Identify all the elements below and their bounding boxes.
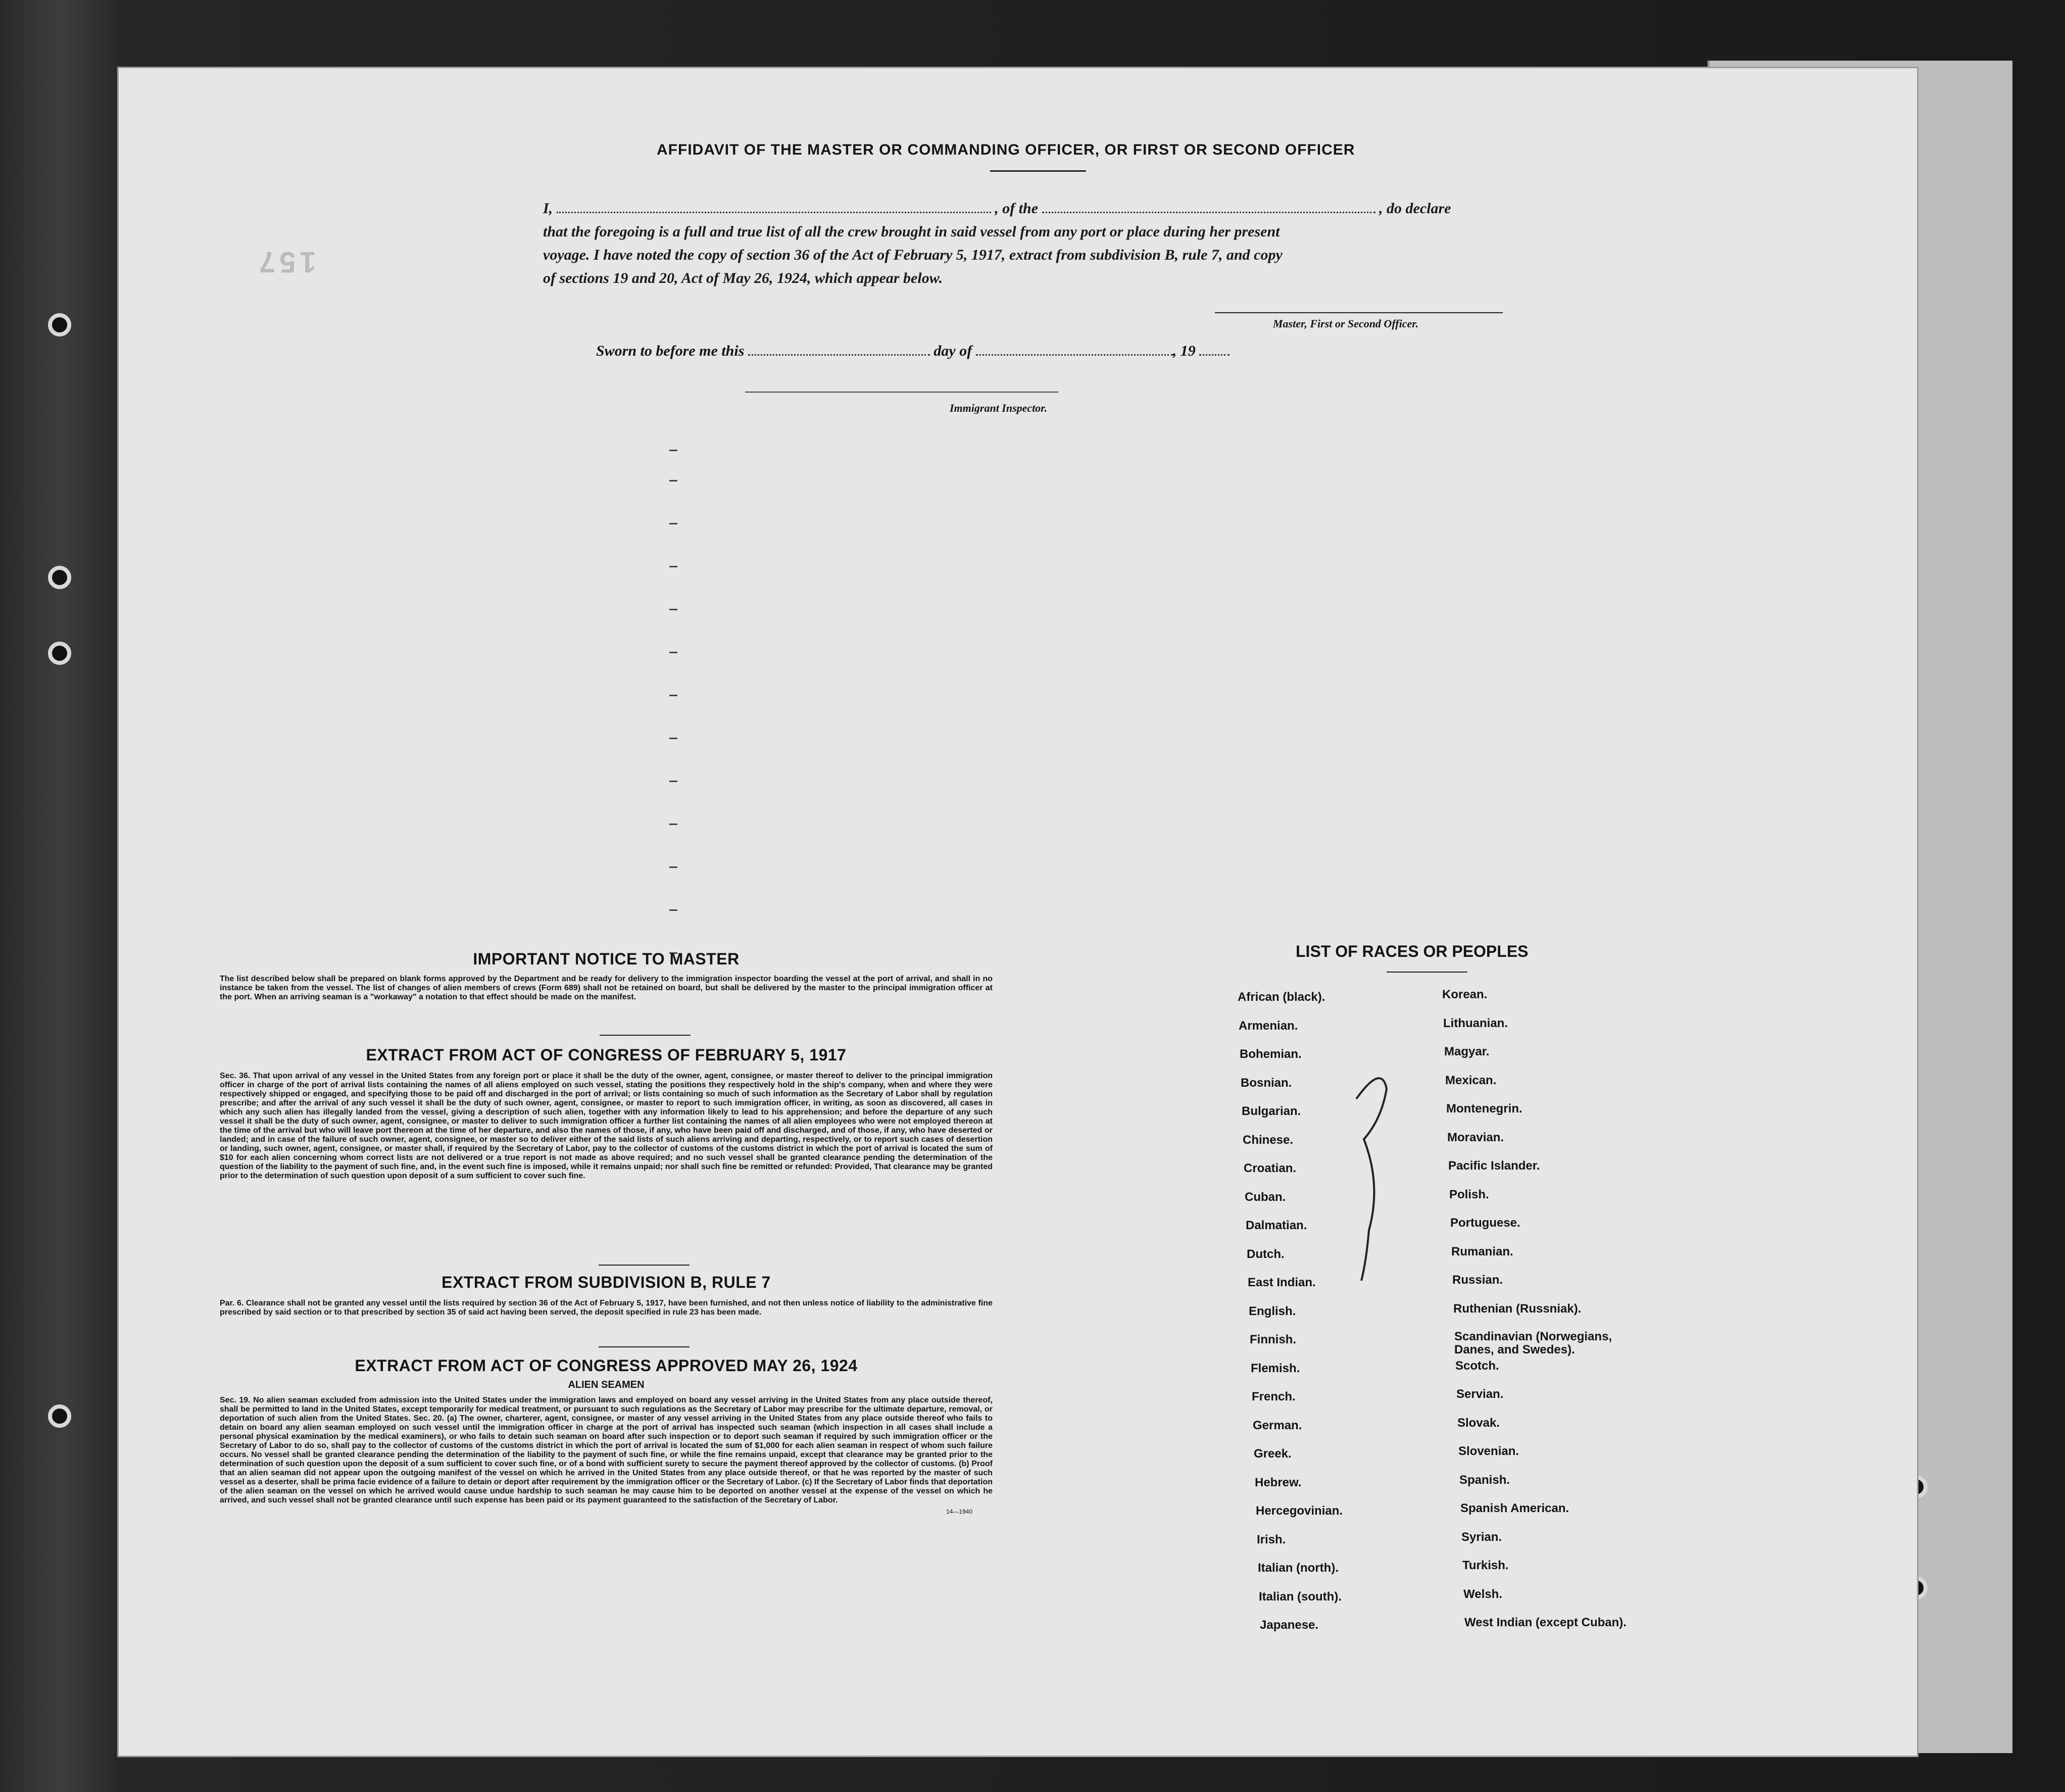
races-title: LIST OF RACES OR PEOPLES [1296, 942, 1529, 960]
race-item: Irish. [1257, 1532, 1286, 1546]
row-dash [669, 652, 677, 653]
row-dash [669, 566, 677, 567]
race-item: Polish. [1449, 1187, 1489, 1201]
race-item: Bulgarian. [1242, 1104, 1301, 1118]
punch-hole [48, 313, 71, 336]
race-item: East Indian. [1248, 1276, 1316, 1289]
race-item: Korean. [1442, 988, 1488, 1001]
important-notice [220, 950, 993, 1002]
race-item: Magyar. [1444, 1045, 1490, 1058]
blank-field [1199, 341, 1230, 356]
row-dash [669, 609, 677, 610]
race-item: Scandinavian (Norwegians, Danes, and Swedes). [1454, 1330, 1612, 1357]
inspector-signature-line [745, 392, 1058, 393]
race-item: English. [1249, 1304, 1296, 1318]
race-item: Flemish. [1251, 1361, 1300, 1375]
section-subtitle: ALIEN SEAMEN [568, 1379, 645, 1390]
race-item: Scotch. [1455, 1359, 1499, 1373]
row-dash [669, 909, 677, 911]
row-dash [669, 781, 677, 782]
text: I, [543, 200, 553, 217]
section-body: Par. 6. Clearance shall not be granted any vessel until the lists required by section 36 of the Act of February 5, 1917, have been furnished, and not then unless notice of liability to the administrative fine prescribed by said section or to that prescribed by section 35 of said act having been served, the deposit specified in rule 23 has been made. [220, 1299, 993, 1317]
race-item: Slovenian. [1458, 1444, 1519, 1458]
extract-1917 [220, 1046, 993, 1181]
blank-field [557, 199, 991, 213]
race-item: Hercegovinian. [1256, 1504, 1343, 1518]
signature-line [1215, 312, 1503, 313]
race-item: Welsh. [1463, 1587, 1502, 1601]
section-body: Sec. 36. That upon arrival of any vessel in the United States from any foreign port or place it shall be the duty of the owner, agent, consignee, or master thereof to deliver to the principal immigration officer in charge of the port of arrival lists containing the names of all aliens employed on such vessel, stating the positions they respectively hold in the ship's company, when and where they were respectively shipped or engaged, and specifying those to be paid off and discharged in the port of arrival; or lists containing so much of such information as the Secretary of Labor shall by regulation prescribe; and after the arrival of any such vessel it shall be the duty of such owner, agent, consignee, or master to report to such immigration officer, in writing, as soon as discovered, all cases in which any such alien has illegally landed from the vessel, giving a description of such alien, together with any information likely to lead to his apprehension; and before the departure of any such vessel it shall be the duty of such owner, agent, consignee, or master to deliver to such immigration officer a further list containing the names of all alien employees who were not employed thereon at the time of the arrival but who will leave port thereon at the time of her departure, and also the names of those, if any, who have been paid off and discharged, and of those, if any, who have deserted or landed; and in case of the failure of such owner, agent, consignee, or master so to deliver either of the said lists of such aliens arriving and departing, respectively, or to report such cases of desertion or landing, such owner, agent, consignee, or master shall, if required by the Secretary of Labor, pay to the collector of customs of the customs district in which the port of arrival is located the sum of $10 for each alien concerning whom correct lists are not delivered or a true report is not made as above required; and no such vessel shall be granted clearance pending the determination of the question of the liability to the payment of such fine, and, in the event such fine is imposed, while it remains unpaid; nor shall such fine be remitted or refunded: Provided, That clearance may be granted prior to the determination of such question upon deposit of a sum sufficient to cover such fine. [220, 1072, 993, 1180]
race-item: Bohemian. [1240, 1047, 1302, 1061]
text: Sworn to before me this [596, 343, 745, 359]
sworn-line [596, 341, 1230, 360]
race-item: Lithuanian. [1443, 1016, 1508, 1030]
form-number: 14—1940 [946, 1508, 972, 1515]
text: , do declare [1379, 200, 1451, 217]
race-item: Italian (north). [1258, 1561, 1339, 1575]
race-item: Montenegrin. [1446, 1102, 1522, 1116]
divider [600, 1035, 691, 1036]
race-item: Russian. [1452, 1273, 1503, 1287]
text: , of the [995, 200, 1039, 217]
text: , 19 [1172, 343, 1196, 359]
race-item: Rumanian. [1451, 1244, 1513, 1258]
manifest-page [119, 68, 1917, 1756]
race-item: Spanish American. [1460, 1502, 1569, 1515]
punch-hole [48, 1404, 71, 1428]
race-item: Spanish. [1459, 1473, 1510, 1487]
row-dash [669, 695, 677, 696]
extract-rule7 [220, 1273, 993, 1317]
blank-field [976, 341, 1173, 356]
race-item: German. [1253, 1418, 1302, 1432]
row-dash [669, 523, 677, 524]
race-item: Cuban. [1245, 1190, 1286, 1204]
race-item: Italian (south). [1259, 1589, 1342, 1604]
race-item: Dutch. [1247, 1247, 1285, 1261]
race-item: Moravian. [1447, 1130, 1504, 1144]
section-title: EXTRACT FROM ACT OF CONGRESS APPROVED MAY 26, 1924 [355, 1357, 858, 1375]
race-item: Greek. [1254, 1447, 1292, 1461]
divider [990, 170, 1086, 172]
blank-field [1042, 199, 1375, 213]
divider [599, 1346, 690, 1347]
race-item: Croatian. [1244, 1161, 1297, 1175]
signature-label: Master, First or Second Officer. [1273, 317, 1419, 330]
race-item: Dalmatian. [1246, 1219, 1307, 1232]
race-item: Finnish. [1250, 1333, 1296, 1346]
section-title: EXTRACT FROM ACT OF CONGRESS OF FEBRUARY 5, 1917 [366, 1046, 847, 1064]
race-item: Slovak. [1457, 1416, 1500, 1430]
blank-field [748, 341, 930, 356]
affidavit-line: of sections 19 and 20, Act of May 26, 1924, which appear below. [543, 270, 943, 286]
race-item: Chinese. [1243, 1133, 1294, 1147]
race-item: Armenian. [1239, 1019, 1298, 1033]
handwritten-mark [1351, 1069, 1392, 1281]
race-item: African (black). [1238, 990, 1325, 1004]
affidavit-line: that the foregoing is a full and true list of all the crew brought in said vessel from any port or place during her present [543, 223, 1280, 240]
race-item: Bosnian. [1241, 1076, 1292, 1090]
section-title: IMPORTANT NOTICE TO MASTER [473, 950, 740, 968]
affidavit-body [543, 197, 1634, 290]
race-item: Pacific Islander. [1448, 1159, 1540, 1173]
affidavit-line: voyage. I have noted the copy of section 36 of the Act of February 5, 1917, extract from subdivision B, rule 7, and copy [543, 247, 1283, 263]
row-dash [669, 738, 677, 739]
stamp-number: 157 [255, 246, 316, 278]
row-dash [669, 866, 677, 868]
section-title: EXTRACT FROM SUBDIVISION B, RULE 7 [441, 1273, 771, 1291]
punch-hole [48, 642, 71, 665]
section-body: Sec. 19. No alien seaman excluded from admission into the United States under the immigration laws and employed on board any vessel arriving in the United States from any place outside thereof, shall be permitted to land in the United States, except temporarily for medical treatment, or pursuant to such regulations as the Secretary of Labor may prescribe for the ultimate departure, removal, or deportation of such alien from the United States. Sec. 20. (a) The owner, charterer, agent, consignee, or master of any vessel arriving in the United States from any place outside thereof who fails to detain on board any alien seaman employed on such vessel until the immigration officer in charge at the port of arrival has inspected such seaman (which inspection in all cases shall include a personal physical examination by the medical examiners), or who fails to detain such seaman on board after such inspection or to deport such seaman if required by such immigration officer or the Secretary of Labor to do so, shall pay to the collector of customs of the customs district in which the port of arrival is located the sum of $1,000 for each alien seaman in respect of whom such failure occurs. No vessel shall be granted clearance pending the determination of the liability to the payment of such fine, or while the fine remains unpaid, except that clearance may be granted prior to the determination of such question upon the deposit of a sum sufficient to cover such fine, or of a bond with sufficient surety to secure the payment thereof approved by the collector of customs. (b) Proof that an alien seaman did not appear upon the outgoing manifest of the vessel on which he arrived in the United States from any place outside thereof, or that he was reported by the master of such vessel as a deserter, shall be prima facie evidence of a failure to detain or deport after requirement by the immigration officer or the Secretary of Labor. (c) If the Secretary of Labor finds that deportation of the alien seaman on the vessel on which he arrived would cause undue hardship to such seaman he may cause him to be deported on another vessel at the expense of the vessel on which he arrived, and such vessel shall not be granted clearance until such expense has been paid or its payment guaranteed to the satisfaction of the Secretary of Labor. [220, 1396, 993, 1505]
race-item: Ruthenian (Russniak). [1453, 1301, 1582, 1316]
divider [1387, 972, 1467, 973]
race-item: Hebrew. [1255, 1475, 1302, 1489]
inspector-label: Immigrant Inspector. [950, 402, 1048, 414]
row-dash [669, 450, 677, 451]
punch-hole [48, 566, 71, 589]
race-item: French. [1252, 1390, 1296, 1403]
race-item: Portuguese. [1450, 1216, 1520, 1230]
race-item: West Indian (except Cuban). [1464, 1616, 1627, 1629]
row-dash [669, 824, 677, 825]
race-item: Syrian. [1461, 1530, 1502, 1544]
race-item: Mexican. [1445, 1073, 1497, 1087]
race-item: Servian. [1456, 1387, 1504, 1401]
race-item: Japanese. [1260, 1618, 1319, 1632]
row-dash [669, 480, 677, 481]
extract-1924 [220, 1357, 993, 1515]
divider [599, 1265, 690, 1266]
affidavit-line [543, 197, 1634, 220]
section-body: The list described below shall be prepared on blank forms approved by the Department and be ready for delivery to the immigration inspector boarding the vessel at the port of arrival, and shall in no instance be taken from the vessel. The list of changes of alien members of crews (Form 689) shall not be retained on board, but shall be delivered by the master to the principal immigration officer at the port. When an arriving seaman is a "workaway" a notation to that effect should be made on the manifest. [220, 975, 993, 1001]
text: day of [933, 343, 972, 359]
race-item: Turkish. [1462, 1559, 1509, 1572]
affidavit-title: AFFIDAVIT OF THE MASTER OR COMMANDING OFFICER, OR FIRST OR SECOND OFFICER [657, 141, 1355, 158]
